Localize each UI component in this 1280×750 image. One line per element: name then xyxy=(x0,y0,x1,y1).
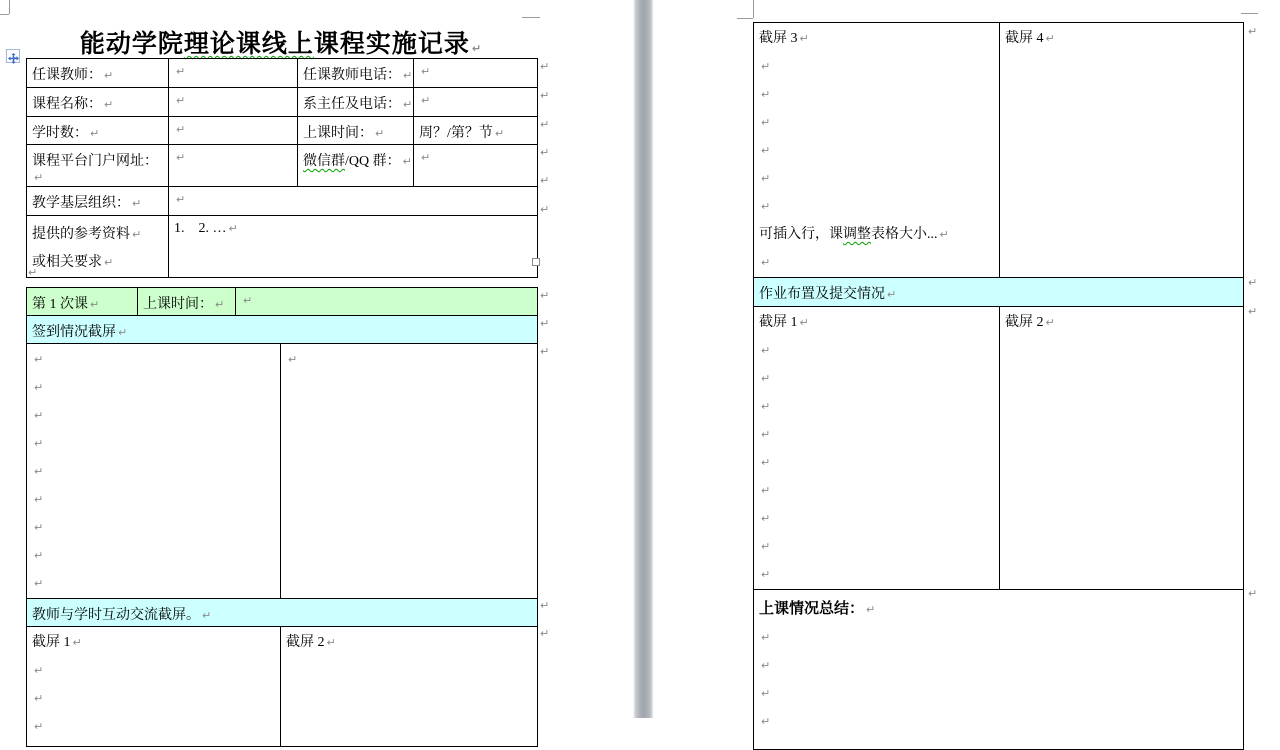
margin-mark-top-left-v xyxy=(753,0,754,18)
paragraph-mark: ↵ xyxy=(375,127,385,140)
platform-url-label: 课程平台门户网址： xyxy=(32,154,158,169)
paragraph-mark: ↵ xyxy=(202,609,212,622)
cell-teacher-label[interactable] xyxy=(27,59,169,88)
course-info-table xyxy=(26,58,538,278)
reference-label-line2: 或相关要求 xyxy=(32,255,102,270)
row-end-mark: ↵ xyxy=(1248,25,1258,38)
margin-mark-top-left-v xyxy=(9,0,10,14)
paragraph-mark: ↵ xyxy=(421,151,431,164)
cell-class-time-value[interactable] xyxy=(414,117,538,145)
cell-session-time-value[interactable] xyxy=(236,288,538,316)
cell-platform-url-label[interactable] xyxy=(27,145,169,187)
paragraph-mark: ↵ xyxy=(761,400,771,413)
paragraph-mark: ↵ xyxy=(34,720,44,733)
paragraph-mark: ↵ xyxy=(761,540,771,553)
paragraph-mark: ↵ xyxy=(799,316,809,329)
paragraph-mark: ↵ xyxy=(403,69,413,82)
paragraph-mark: ↵ xyxy=(761,568,771,581)
session-number-label: 第 1 次课 xyxy=(32,297,88,312)
margin-mark-top-right-h xyxy=(522,17,540,18)
row-end-mark: ↵ xyxy=(540,60,550,73)
paragraph-mark: ↵ xyxy=(326,636,336,649)
paragraph-mark: ↵ xyxy=(28,266,38,279)
paragraph-mark: ↵ xyxy=(761,484,771,497)
homework-header-label: 作业布置及提交情况 xyxy=(759,287,885,302)
paragraph-mark: ↵ xyxy=(761,428,771,441)
paragraph-mark: ↵ xyxy=(104,69,114,82)
paragraph-mark: ↵ xyxy=(866,603,876,616)
cell-interaction-shot4[interactable] xyxy=(1000,23,1244,278)
paragraph-mark: ↵ xyxy=(421,65,431,78)
wechat-label-spellcheck: 微信群 xyxy=(303,154,345,169)
paragraph-mark: ↵ xyxy=(104,256,114,269)
paragraph-mark: ↵ xyxy=(761,687,771,700)
paragraph-mark: ↵ xyxy=(34,381,44,394)
paragraph-mark: ↵ xyxy=(761,60,771,73)
paragraph-mark: ↵ xyxy=(176,123,186,136)
row-end-mark: ↵ xyxy=(540,174,550,187)
paragraph-mark: ↵ xyxy=(176,65,186,78)
screenshot4-label: 截屏 4 xyxy=(1005,31,1044,46)
cell-hours-value[interactable] xyxy=(169,117,298,145)
teaching-org-label: 教学基层组织： xyxy=(32,196,130,211)
cell-hours-label[interactable] xyxy=(27,117,169,145)
paragraph-mark: ↵ xyxy=(403,98,413,111)
cell-interaction-shot3[interactable] xyxy=(754,23,1000,278)
paragraph-mark: ↵ xyxy=(34,549,44,562)
cell-platform-url-value[interactable] xyxy=(169,145,298,187)
cell-dept-head-label[interactable] xyxy=(298,88,414,117)
cell-teacher-phone-value[interactable] xyxy=(414,59,538,88)
teacher-label: 任课教师： xyxy=(32,68,102,83)
paragraph-mark: ↵ xyxy=(34,409,44,422)
paragraph-mark: ↵ xyxy=(799,32,809,45)
paragraph-mark: ↵ xyxy=(761,88,771,101)
paragraph-mark: ↵ xyxy=(118,326,128,339)
note-text-spellcheck: 调整 xyxy=(843,227,871,242)
paragraph-mark: ↵ xyxy=(402,155,412,168)
cell-interaction-shot1[interactable] xyxy=(27,627,281,747)
cell-teacher-value[interactable] xyxy=(169,59,298,88)
screenshot3-label: 截屏 3 xyxy=(759,31,798,46)
paragraph-mark: ↵ xyxy=(887,288,897,301)
lesson-record-table xyxy=(26,287,538,747)
paragraph-mark: ↵ xyxy=(761,715,771,728)
interaction-header-label: 教师与学时互动交流截屏。 xyxy=(32,608,200,623)
course-name-label: 课程名称： xyxy=(32,97,102,112)
reference-list-placeholder: 1. 2. … xyxy=(174,221,227,236)
paragraph-mark: ↵ xyxy=(34,437,44,450)
note-text: 可插入行，课 xyxy=(759,227,843,242)
margin-mark-top-left-h xyxy=(0,14,9,15)
paragraph-mark: ↵ xyxy=(34,692,44,705)
paragraph-mark: ↵ xyxy=(761,256,771,269)
cell-teaching-org-label[interactable] xyxy=(27,187,169,216)
signin-header-label: 签到情况截屏 xyxy=(32,325,116,340)
paragraph-mark: ↵ xyxy=(34,353,44,366)
row-end-mark: ↵ xyxy=(540,118,550,131)
class-time-label: 上课时间： xyxy=(303,126,373,141)
cell-homework-shot2[interactable] xyxy=(1000,307,1244,590)
paragraph-mark: ↵ xyxy=(34,171,44,184)
row-end-mark: ↵ xyxy=(1248,587,1258,600)
table-resize-handle[interactable] xyxy=(532,258,540,266)
cell-signin-screenshot-left[interactable] xyxy=(27,344,281,599)
cell-teaching-org-value[interactable] xyxy=(169,187,538,216)
row-end-mark: ↵ xyxy=(540,345,550,358)
note-text-end: 表格大小... xyxy=(871,227,938,242)
session-time-label: 上课时间： xyxy=(143,297,213,312)
row-end-mark: ↵ xyxy=(540,203,550,216)
paragraph-mark: ↵ xyxy=(132,228,142,241)
cell-class-time-label[interactable] xyxy=(298,117,414,145)
qq-group-label: /QQ 群： xyxy=(345,154,401,169)
margin-mark-top-left-h xyxy=(737,18,753,19)
paragraph-mark: ↵ xyxy=(761,144,771,157)
row-end-mark: ↵ xyxy=(540,599,550,612)
class-summary-label: 上课情况总结： xyxy=(759,601,865,617)
paragraph-mark: ↵ xyxy=(494,127,505,140)
paragraph-mark: ↵ xyxy=(761,631,771,644)
paragraph-mark: ↵ xyxy=(761,659,771,672)
cell-reference-label[interactable] xyxy=(27,216,169,278)
page-title xyxy=(26,24,536,58)
cell-homework-header[interactable] xyxy=(754,278,1244,307)
table-move-handle[interactable] xyxy=(6,49,20,63)
screenshot2-label: 截屏 2 xyxy=(1005,315,1044,330)
paragraph-mark: ↵ xyxy=(34,664,44,677)
paragraph-mark: ↵ xyxy=(132,197,142,210)
paragraph-mark: ↵ xyxy=(761,372,771,385)
paragraph-mark: ↵ xyxy=(471,42,483,55)
cell-wechat-qq-label[interactable] xyxy=(298,145,414,187)
class-time-placeholder: 周？/第？节 xyxy=(419,126,493,141)
paragraph-mark: ↵ xyxy=(34,521,44,534)
row-end-mark: ↵ xyxy=(540,289,550,302)
paragraph-mark: ↵ xyxy=(761,344,771,357)
title-text: 能动学院 xyxy=(79,31,184,58)
screenshot2-label: 截屏 2 xyxy=(286,635,325,650)
paragraph-mark: ↵ xyxy=(176,151,186,164)
paragraph-mark: ↵ xyxy=(176,94,186,107)
cell-session-time-label[interactable] xyxy=(138,288,236,316)
row-end-mark: ↵ xyxy=(540,317,550,330)
paragraph-mark: ↵ xyxy=(34,493,44,506)
insert-row-note xyxy=(759,221,999,249)
row-end-mark: ↵ xyxy=(540,89,550,102)
paragraph-mark: ↵ xyxy=(761,200,771,213)
document-page-right xyxy=(653,0,1280,728)
cell-interaction-header[interactable] xyxy=(27,599,538,627)
paragraph-mark: ↵ xyxy=(34,465,44,478)
cell-reference-value[interactable] xyxy=(169,216,538,278)
paragraph-mark: ↵ xyxy=(228,222,238,235)
cell-interaction-shot2[interactable] xyxy=(281,627,538,747)
paragraph-mark: ↵ xyxy=(421,94,431,107)
paragraph-mark: ↵ xyxy=(90,298,100,311)
row-end-mark: ↵ xyxy=(540,146,550,159)
paragraph-mark: ↵ xyxy=(761,456,771,469)
screenshot1-label: 截屏 1 xyxy=(32,635,71,650)
document-page-left xyxy=(0,0,633,733)
cell-course-name-label[interactable] xyxy=(27,88,169,117)
reference-label-line1: 提供的参考资料 xyxy=(32,227,130,242)
paragraph-mark: ↵ xyxy=(72,636,82,649)
lesson-record-table-continued xyxy=(753,22,1244,750)
cell-dept-head-value[interactable] xyxy=(414,88,538,117)
cell-signin-header[interactable] xyxy=(27,316,538,344)
paragraph-mark: ↵ xyxy=(939,228,949,241)
cell-class-summary[interactable] xyxy=(754,590,1244,750)
paragraph-mark: ↵ xyxy=(761,116,771,129)
paragraph-mark: ↵ xyxy=(215,298,225,311)
paragraph-mark: ↵ xyxy=(761,172,771,185)
cell-course-name-value[interactable] xyxy=(169,88,298,117)
title-text-spellcheck: 理论课线上 xyxy=(183,31,314,58)
paragraph-mark: ↵ xyxy=(104,98,114,111)
window-split-scrollbar[interactable] xyxy=(633,0,653,718)
cell-homework-shot1[interactable] xyxy=(754,307,1000,590)
paragraph-mark: ↵ xyxy=(1045,32,1055,45)
move-cross-icon xyxy=(8,51,19,62)
row-end-mark: ↵ xyxy=(1248,305,1258,318)
dept-head-label: 系主任及电话： xyxy=(303,97,401,112)
margin-mark-top-right-h xyxy=(1241,13,1258,14)
paragraph-mark: ↵ xyxy=(34,577,44,590)
paragraph-mark: ↵ xyxy=(243,294,253,307)
hours-label: 学时数： xyxy=(32,126,88,141)
paragraph-mark: ↵ xyxy=(288,353,298,366)
title-text-end: 课程实施记录 xyxy=(313,31,470,58)
paragraph-mark: ↵ xyxy=(1045,316,1055,329)
row-end-mark: ↵ xyxy=(540,627,550,640)
paragraph-mark: ↵ xyxy=(176,193,186,206)
paragraph-mark: ↵ xyxy=(90,127,100,140)
paragraph-mark: ↵ xyxy=(761,512,771,525)
cell-wechat-qq-value[interactable] xyxy=(414,145,538,187)
cell-signin-screenshot-right[interactable] xyxy=(281,344,538,599)
teacher-phone-label: 任课教师电话： xyxy=(303,68,401,83)
cell-session-number[interactable] xyxy=(27,288,138,316)
screenshot1-label: 截屏 1 xyxy=(759,315,798,330)
cell-teacher-phone-label[interactable] xyxy=(298,59,414,88)
row-end-mark: ↵ xyxy=(1248,276,1258,289)
